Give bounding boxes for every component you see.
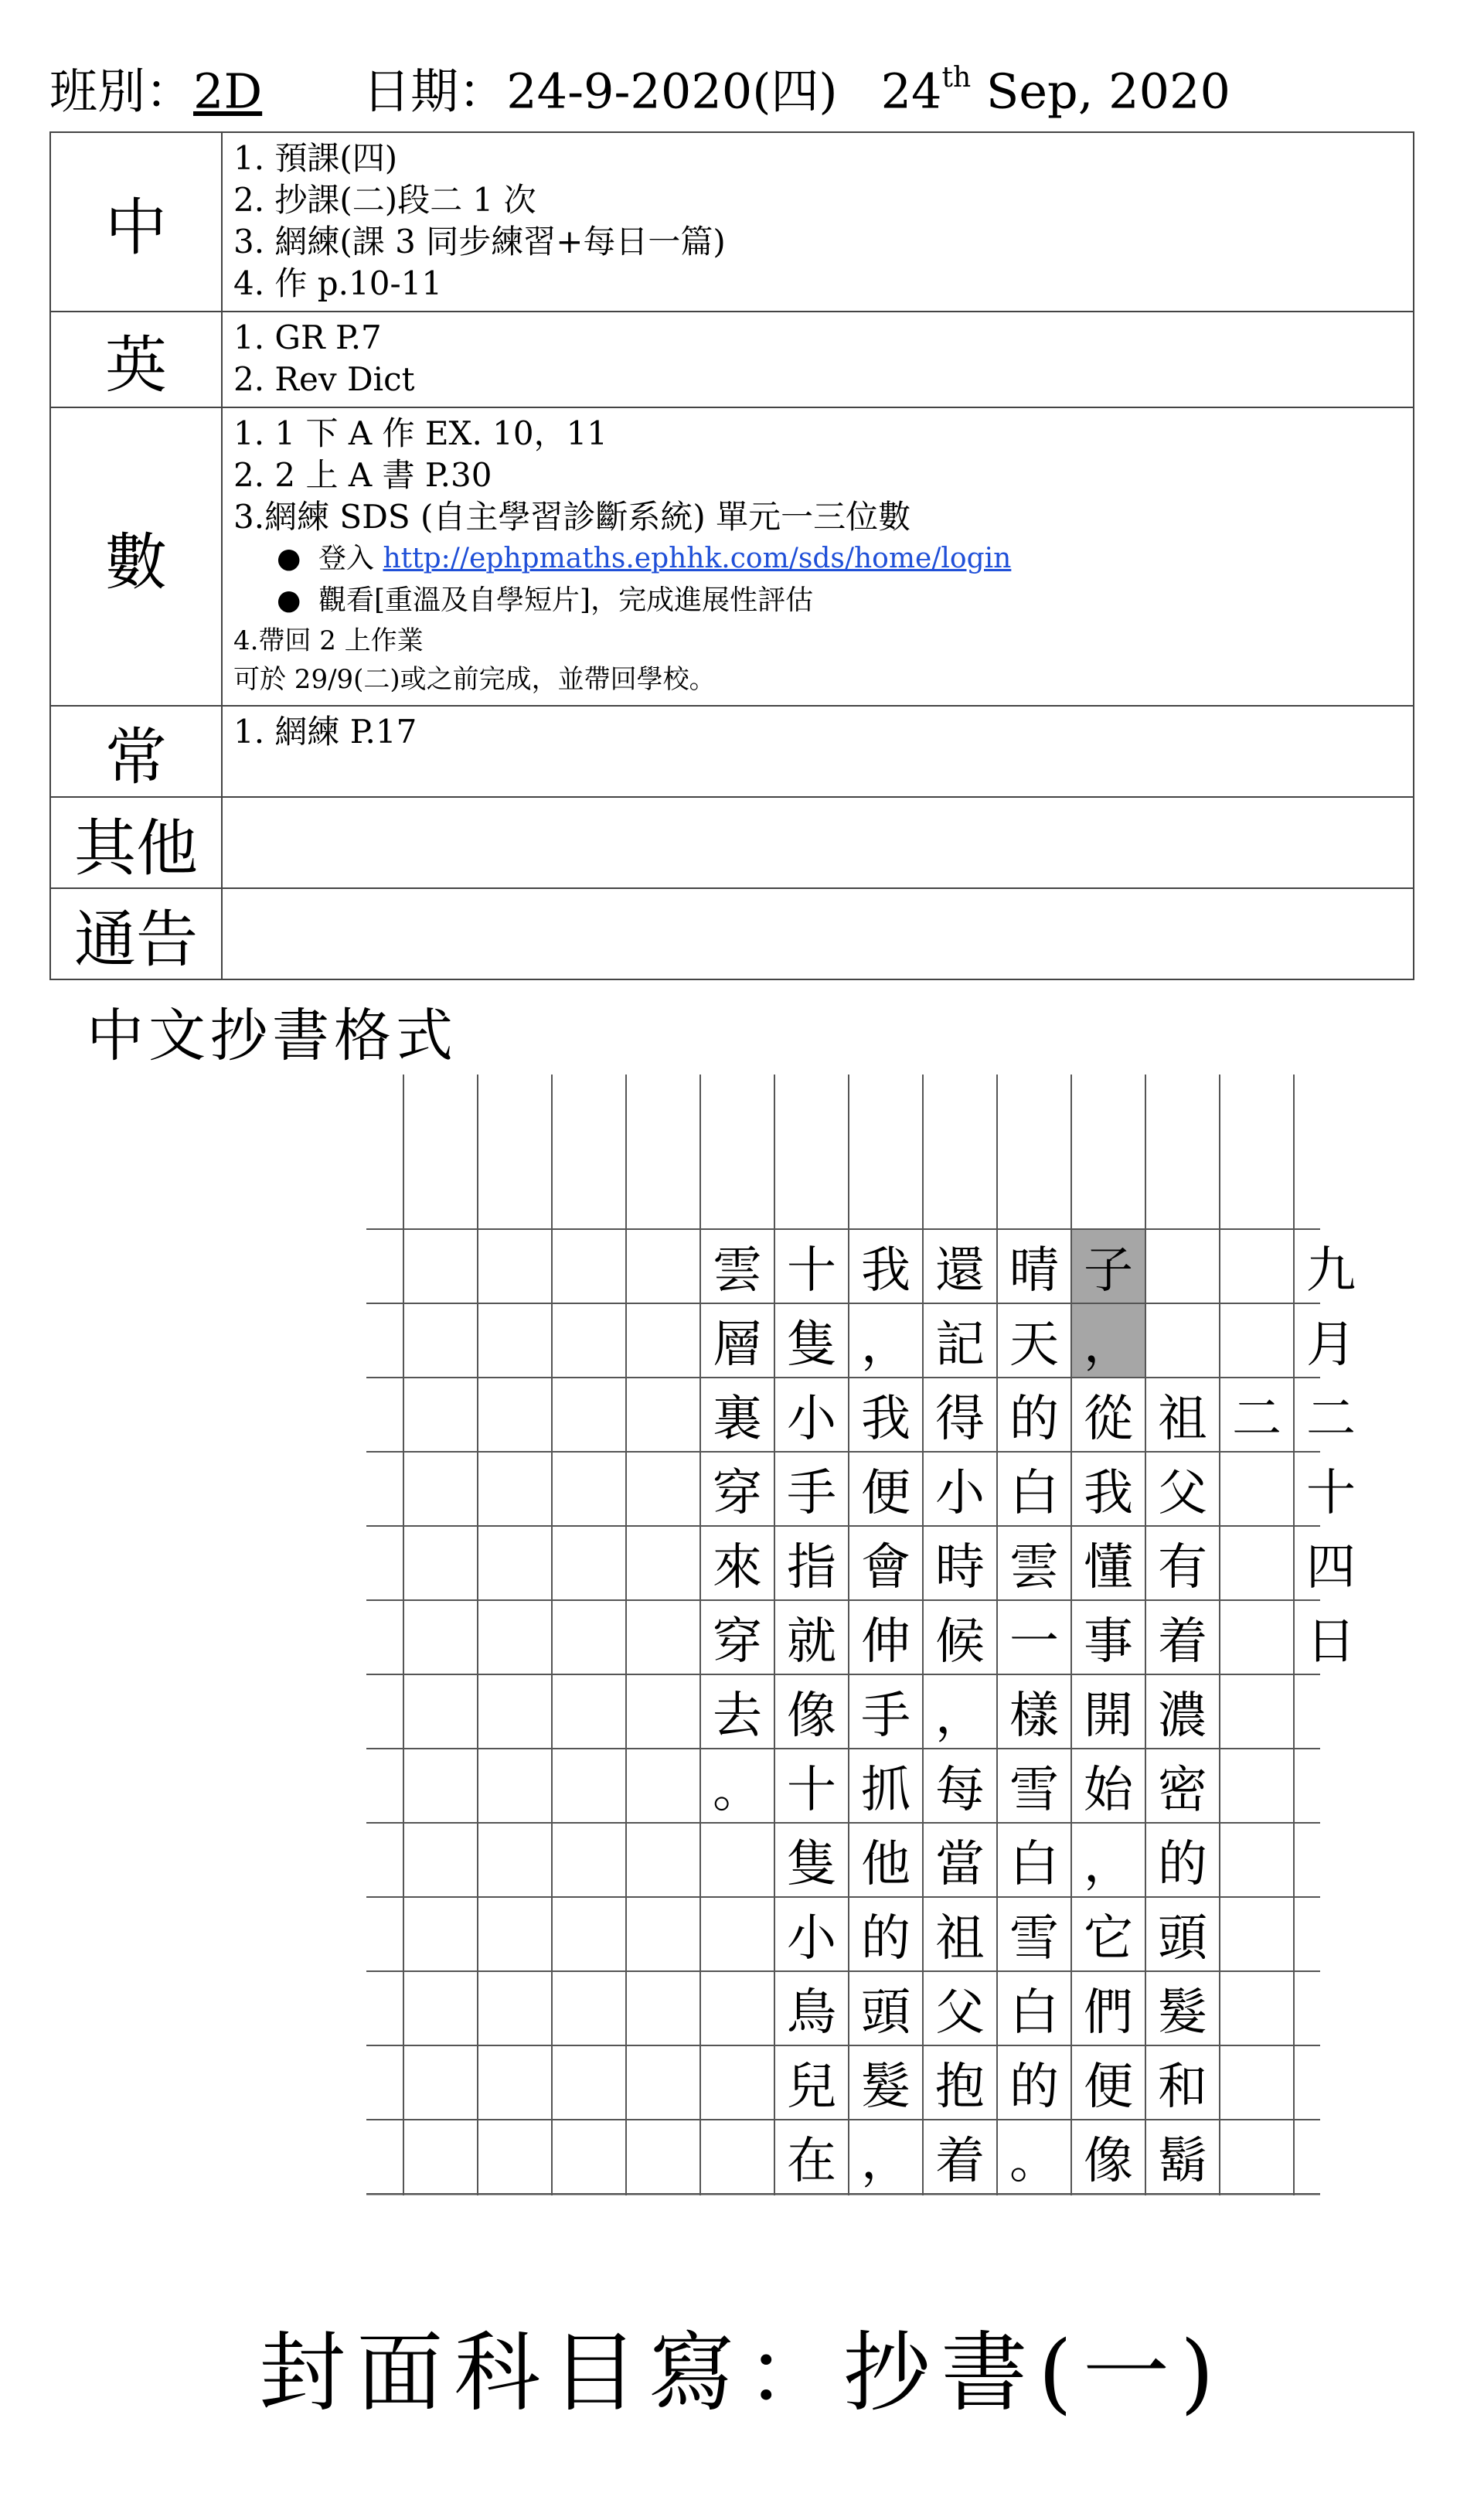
grid-character: 在 [787, 2133, 836, 2190]
grid-character: 我 [1084, 1465, 1133, 1522]
homework-item: 3. 網練(課 3 同步練習+每日一篇) [233, 223, 726, 261]
homework-item: 1. 網練 P.17 [233, 713, 417, 751]
grid-character: 小 [787, 1391, 836, 1448]
date-value: 24-9-2020(四) [506, 63, 838, 120]
grid-character: 着 [1158, 1613, 1207, 1671]
grid-character: 濃 [1158, 1688, 1207, 1745]
grid-character: 隻 [787, 1316, 836, 1374]
homework-item: 2. 2 上 A 書 P.30 [233, 456, 492, 494]
subject-row-english [50, 312, 1414, 407]
grid-character: 就 [787, 1613, 836, 1671]
grid-character: 去 [713, 1688, 762, 1745]
watch-text: 觀看[重溫及自學短片]，完成進展性評估 [318, 584, 814, 616]
grid-character: 一 [1009, 1613, 1059, 1671]
grid-character: 着 [935, 2133, 985, 2190]
homework-item: 1. 預課(四) [233, 139, 398, 177]
subject-name: 數 [50, 407, 222, 706]
section-title: 中文抄書格式 [87, 1003, 458, 1069]
date-en-day: 24 [880, 63, 942, 120]
grid-character: 祖 [935, 1910, 985, 1967]
grid-character: 月 [1306, 1316, 1356, 1374]
grid-character: 和 [1158, 2059, 1207, 2116]
grid-character: 隻 [787, 1836, 836, 1893]
watch-bullet [233, 580, 1402, 622]
header [49, 48, 1230, 127]
date-en-rest: Sep, 2020 [971, 63, 1230, 120]
grid-character: 始 [1084, 1762, 1133, 1819]
grid-character: 還 [935, 1242, 985, 1299]
grid-character: 鬍 [1158, 2133, 1207, 2190]
bullet-icon: ● [277, 543, 301, 574]
grid-character: 祖 [1158, 1391, 1207, 1448]
subject-items [222, 797, 1414, 888]
subject-items [222, 407, 1414, 706]
grid-character: ， [1084, 1836, 1133, 1893]
grid-character: 的 [1009, 2059, 1059, 2116]
grid-character: 子 [1084, 1242, 1133, 1299]
grid-character: 的 [1158, 1836, 1207, 1893]
homework-item: 1. 1 下 A 作 EX. 10，11 [233, 414, 608, 452]
subject-name: 中 [50, 132, 222, 312]
homework-item: 3.網練 SDS (自主學習診斷系統) 單元一三位數 [233, 498, 911, 536]
grid-character: 伸 [861, 1613, 910, 1671]
subject-name: 其他 [50, 797, 222, 888]
subject-row-notices [50, 888, 1414, 979]
subject-items [222, 132, 1414, 312]
grid-character: 候 [935, 1613, 985, 1671]
copy-grid [366, 1075, 1356, 2195]
grid-character: 的 [1009, 1391, 1059, 1448]
grid-character: 鳥 [787, 1984, 836, 2042]
grid-character: 有 [1158, 1539, 1207, 1596]
grid-character: 雲 [713, 1242, 762, 1299]
grid-character: 手 [861, 1688, 910, 1745]
grid-character: 雪 [1009, 1910, 1059, 1967]
grid-character: 四 [1306, 1539, 1356, 1596]
subject-items [222, 706, 1414, 797]
grid-character: 便 [1084, 2059, 1133, 2116]
grid-character: 。 [1009, 2133, 1059, 2190]
grid-character: 雲 [1009, 1539, 1059, 1596]
grid-character: 十 [1306, 1465, 1356, 1522]
sds-login-link[interactable]: http://ephpmaths.ephhk.com/sds/home/login [383, 543, 1012, 574]
subject-row-others [50, 797, 1414, 888]
homework-note: 可於 29/9(二)或之前完成，並帶回學校。 [233, 664, 716, 695]
grid-character: 白 [1009, 1836, 1059, 1893]
subject-row-chinese [50, 132, 1414, 312]
grid-character: 當 [935, 1836, 985, 1893]
grid-character: 頭 [861, 1984, 910, 2042]
login-bullet [233, 538, 1402, 580]
grid-character: 像 [787, 1688, 836, 1745]
grid-character: 層 [713, 1316, 762, 1374]
date-label: 日期： [362, 63, 507, 120]
class-label: 班別： [49, 63, 194, 120]
grid-character: 手 [787, 1465, 836, 1522]
homework-table [49, 131, 1414, 980]
grid-character: 的 [861, 1910, 910, 1967]
grid-character: 小 [787, 1910, 836, 1967]
bullet-icon: ● [277, 584, 301, 616]
grid-character: 懂 [1084, 1539, 1133, 1596]
grid-character: 穿 [713, 1613, 762, 1671]
homework-item: 4. 作 p.10-11 [233, 264, 443, 302]
grid-character: 從 [1084, 1391, 1133, 1448]
grid-character: 日 [1306, 1613, 1356, 1671]
grid-character: 雪 [1009, 1762, 1059, 1819]
grid-character: 十 [787, 1242, 836, 1299]
grid-character: ， [861, 1316, 910, 1374]
subject-name: 英 [50, 312, 222, 407]
login-prefix: 登入 [318, 543, 375, 574]
grid-character: 。 [713, 1762, 762, 1819]
subject-items [222, 888, 1414, 979]
subject-name: 常 [50, 706, 222, 797]
grid-character: 十 [787, 1762, 836, 1819]
grid-character: 來 [713, 1539, 762, 1596]
grid-character: 穿 [713, 1465, 762, 1522]
grid-character: 事 [1084, 1613, 1133, 1671]
grid-character: 九 [1306, 1242, 1356, 1299]
grid-character: 指 [787, 1539, 836, 1596]
footer-title: 封面科目寫：抄書(一) [259, 2323, 1225, 2423]
grid-character: 記 [935, 1316, 985, 1374]
homework-item: 2. 抄課(二)段二 1 次 [233, 181, 536, 219]
grid-character: 抓 [861, 1762, 910, 1819]
homework-item: 2. Rev Dict [233, 360, 415, 398]
grid-character: 抱 [935, 2059, 985, 2116]
grid-character: 裏 [713, 1391, 762, 1448]
grid-character: 他 [861, 1836, 910, 1893]
grid-character: ， [935, 1688, 985, 1745]
grid-character: 便 [861, 1465, 910, 1522]
grid-character: 髮 [1158, 1984, 1207, 2042]
homework-item: 1. GR P.7 [233, 318, 382, 356]
grid-character: 頭 [1158, 1910, 1207, 1967]
subject-name: 通告 [50, 888, 222, 979]
grid-character: 像 [1084, 2133, 1133, 2190]
subject-items [222, 312, 1414, 407]
grid-character: 二 [1306, 1391, 1356, 1448]
grid-character: 二 [1232, 1391, 1281, 1448]
grid-character: 天 [1009, 1316, 1059, 1374]
grid-character: 們 [1084, 1984, 1133, 2042]
grid-character: 時 [935, 1539, 985, 1596]
grid-character: 白 [1009, 1984, 1059, 2042]
grid-character: 得 [935, 1391, 985, 1448]
date-en-suffix: th [941, 62, 972, 94]
grid-character: 開 [1084, 1688, 1133, 1745]
grid-character: ， [1084, 1316, 1133, 1374]
grid-character: 密 [1158, 1762, 1207, 1819]
grid-character: 兒 [787, 2059, 836, 2116]
grid-character: 父 [1158, 1465, 1207, 1522]
subject-row-general-studies [50, 706, 1414, 797]
grid-character: 它 [1084, 1910, 1133, 1967]
grid-character: 每 [935, 1762, 985, 1819]
class-value: 2D [193, 63, 263, 120]
grid-character: 會 [861, 1539, 910, 1596]
grid-character: 晴 [1009, 1242, 1059, 1299]
homework-item: 4.帶回 2 上作業 [233, 625, 424, 656]
grid-character: 我 [861, 1242, 910, 1299]
grid-character: 我 [861, 1391, 910, 1448]
grid-character: 小 [935, 1465, 985, 1522]
grid-character: 白 [1009, 1465, 1059, 1522]
grid-character: 髮 [861, 2059, 910, 2116]
subject-row-math [50, 407, 1414, 706]
grid-character: 樣 [1009, 1688, 1059, 1745]
grid-character: 父 [935, 1984, 985, 2042]
grid-character: ， [861, 2133, 910, 2190]
